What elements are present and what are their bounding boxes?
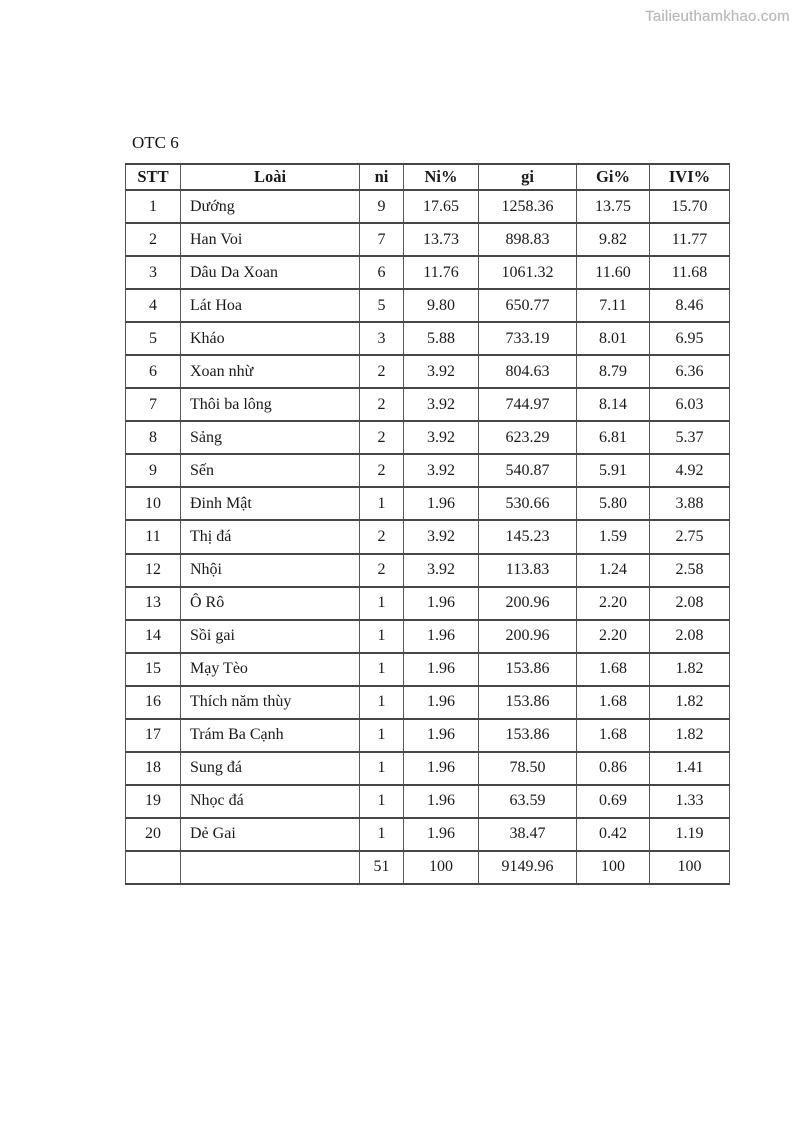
header-loai: Loài (181, 164, 360, 190)
header-row (126, 164, 730, 190)
value-cell: 2.75 (650, 520, 730, 553)
value-cell: 1.59 (577, 520, 650, 553)
value-cell: 113.83 (479, 554, 577, 587)
value-cell: 2.20 (577, 620, 650, 653)
species-name-cell: Sảng (181, 421, 360, 454)
value-cell: 17.65 (404, 190, 479, 223)
table-row (126, 256, 730, 289)
value-cell: 14 (126, 620, 181, 653)
species-name-cell: Nhọc đá (181, 785, 360, 818)
value-cell: 1 (360, 686, 404, 719)
species-name-cell: Thị đá (181, 520, 360, 553)
value-cell (126, 851, 181, 884)
value-cell: 6.03 (650, 388, 730, 421)
value-cell: 1.68 (577, 653, 650, 686)
value-cell: 100 (404, 851, 479, 884)
species-name-cell (181, 851, 360, 884)
value-cell: 6.81 (577, 421, 650, 454)
value-cell: 623.29 (479, 421, 577, 454)
value-cell: 1 (360, 818, 404, 851)
value-cell: 9149.96 (479, 851, 577, 884)
value-cell: 1.24 (577, 554, 650, 587)
value-cell: 200.96 (479, 587, 577, 620)
table-row (126, 322, 730, 355)
table-row (126, 355, 730, 388)
value-cell: 9 (360, 190, 404, 223)
value-cell: 11.60 (577, 256, 650, 289)
value-cell: 10 (126, 487, 181, 520)
value-cell: 100 (577, 851, 650, 884)
value-cell: 2 (360, 421, 404, 454)
species-table (125, 163, 730, 885)
species-name-cell: Lát Hoa (181, 289, 360, 322)
value-cell: 1.68 (577, 686, 650, 719)
value-cell: 2 (360, 520, 404, 553)
value-cell: 9.80 (404, 289, 479, 322)
header-ni: ni (360, 164, 404, 190)
value-cell: 1.33 (650, 785, 730, 818)
species-name-cell: Nhội (181, 554, 360, 587)
value-cell: 2.08 (650, 587, 730, 620)
value-cell: 8 (126, 421, 181, 454)
species-name-cell: Trám Ba Cạnh (181, 719, 360, 752)
value-cell: 12 (126, 554, 181, 587)
value-cell: 3.88 (650, 487, 730, 520)
species-name-cell: Sung đá (181, 752, 360, 785)
species-name-cell: Sến (181, 454, 360, 487)
value-cell: 2 (360, 388, 404, 421)
table-row (126, 752, 730, 785)
value-cell: 8.79 (577, 355, 650, 388)
value-cell: 530.66 (479, 487, 577, 520)
value-cell: 8.01 (577, 322, 650, 355)
header-gi-pct: Gi% (577, 164, 650, 190)
species-name-cell: Đinh Mật (181, 487, 360, 520)
header-ivi-pct: IVI% (650, 164, 730, 190)
value-cell: 6 (360, 256, 404, 289)
value-cell: 1.19 (650, 818, 730, 851)
value-cell: 0.86 (577, 752, 650, 785)
watermark-text: Tailieuthamkhao.com (645, 8, 790, 25)
table-row (126, 520, 730, 553)
value-cell: 38.47 (479, 818, 577, 851)
value-cell: 5.80 (577, 487, 650, 520)
value-cell: 6.95 (650, 322, 730, 355)
value-cell: 1 (360, 653, 404, 686)
value-cell: 1258.36 (479, 190, 577, 223)
table-row (126, 818, 730, 851)
value-cell: 8.46 (650, 289, 730, 322)
table-row (126, 421, 730, 454)
value-cell: 804.63 (479, 355, 577, 388)
table-row (126, 487, 730, 520)
table-row (126, 289, 730, 322)
value-cell: 3.92 (404, 421, 479, 454)
table-row (126, 653, 730, 686)
value-cell: 5.88 (404, 322, 479, 355)
value-cell: 3.92 (404, 554, 479, 587)
value-cell: 20 (126, 818, 181, 851)
value-cell: 1 (360, 587, 404, 620)
value-cell: 1 (360, 752, 404, 785)
value-cell: 15.70 (650, 190, 730, 223)
table-header (126, 164, 730, 190)
value-cell: 13.75 (577, 190, 650, 223)
value-cell: 17 (126, 719, 181, 752)
value-cell: 5.91 (577, 454, 650, 487)
header-ni-pct: Ni% (404, 164, 479, 190)
value-cell: 13.73 (404, 223, 479, 256)
header-stt: STT (126, 164, 181, 190)
value-cell: 51 (360, 851, 404, 884)
species-name-cell: Dẻ Gai (181, 818, 360, 851)
value-cell: 6 (126, 355, 181, 388)
value-cell: 63.59 (479, 785, 577, 818)
value-cell: 1.68 (577, 719, 650, 752)
species-name-cell: Ô Rô (181, 587, 360, 620)
species-name-cell: Kháo (181, 322, 360, 355)
value-cell: 9.82 (577, 223, 650, 256)
value-cell: 15 (126, 653, 181, 686)
table-row (126, 454, 730, 487)
value-cell: 3 (126, 256, 181, 289)
value-cell: 3.92 (404, 520, 479, 553)
value-cell: 2 (360, 554, 404, 587)
value-cell: 1 (360, 719, 404, 752)
value-cell: 7.11 (577, 289, 650, 322)
species-name-cell: Dướng (181, 190, 360, 223)
value-cell: 4.92 (650, 454, 730, 487)
value-cell: 18 (126, 752, 181, 785)
value-cell: 8.14 (577, 388, 650, 421)
page-title: OTC 6 (132, 133, 179, 152)
value-cell: 1.96 (404, 785, 479, 818)
value-cell: 9 (126, 454, 181, 487)
value-cell: 1061.32 (479, 256, 577, 289)
value-cell: 3 (360, 322, 404, 355)
table-body (126, 190, 730, 884)
value-cell: 1.96 (404, 487, 479, 520)
value-cell: 1.96 (404, 587, 479, 620)
table-row (126, 587, 730, 620)
table-row (126, 686, 730, 719)
value-cell: 1 (360, 620, 404, 653)
value-cell: 5 (360, 289, 404, 322)
value-cell: 0.69 (577, 785, 650, 818)
species-name-cell: Thôi ba lông (181, 388, 360, 421)
value-cell: 11 (126, 520, 181, 553)
value-cell: 1.96 (404, 818, 479, 851)
value-cell: 2.08 (650, 620, 730, 653)
species-name-cell: Xoan nhừ (181, 355, 360, 388)
value-cell: 733.19 (479, 322, 577, 355)
value-cell: 7 (360, 223, 404, 256)
value-cell: 16 (126, 686, 181, 719)
table-row (126, 785, 730, 818)
value-cell: 1.41 (650, 752, 730, 785)
species-name-cell: Dâu Da Xoan (181, 256, 360, 289)
value-cell: 1 (126, 190, 181, 223)
value-cell: 19 (126, 785, 181, 818)
table-row (126, 719, 730, 752)
value-cell: 0.42 (577, 818, 650, 851)
value-cell: 5 (126, 322, 181, 355)
value-cell: 1.82 (650, 719, 730, 752)
value-cell: 13 (126, 587, 181, 620)
value-cell: 1 (360, 487, 404, 520)
value-cell: 1.96 (404, 653, 479, 686)
value-cell: 200.96 (479, 620, 577, 653)
value-cell: 3.92 (404, 388, 479, 421)
value-cell: 744.97 (479, 388, 577, 421)
value-cell: 650.77 (479, 289, 577, 322)
species-name-cell: Han Voi (181, 223, 360, 256)
value-cell: 1.96 (404, 686, 479, 719)
table-row (126, 620, 730, 653)
value-cell: 153.86 (479, 686, 577, 719)
value-cell: 1.82 (650, 653, 730, 686)
value-cell: 5.37 (650, 421, 730, 454)
value-cell: 3.92 (404, 355, 479, 388)
value-cell: 2 (360, 355, 404, 388)
value-cell: 2.58 (650, 554, 730, 587)
header-gi: gi (479, 164, 577, 190)
value-cell: 11.76 (404, 256, 479, 289)
table-row (126, 388, 730, 421)
value-cell: 78.50 (479, 752, 577, 785)
value-cell: 1 (360, 785, 404, 818)
value-cell: 11.68 (650, 256, 730, 289)
value-cell: 1.96 (404, 719, 479, 752)
value-cell: 11.77 (650, 223, 730, 256)
table-row (126, 190, 730, 223)
value-cell: 2 (360, 454, 404, 487)
value-cell: 898.83 (479, 223, 577, 256)
value-cell: 4 (126, 289, 181, 322)
value-cell: 145.23 (479, 520, 577, 553)
total-row (126, 851, 730, 884)
species-name-cell: Thích năm thùy (181, 686, 360, 719)
value-cell: 2 (126, 223, 181, 256)
value-cell: 1.96 (404, 752, 479, 785)
value-cell: 1.96 (404, 620, 479, 653)
species-name-cell: Sồi gai (181, 620, 360, 653)
value-cell: 1.82 (650, 686, 730, 719)
value-cell: 100 (650, 851, 730, 884)
table-row (126, 223, 730, 256)
value-cell: 7 (126, 388, 181, 421)
table-row (126, 554, 730, 587)
value-cell: 540.87 (479, 454, 577, 487)
value-cell: 6.36 (650, 355, 730, 388)
value-cell: 153.86 (479, 653, 577, 686)
value-cell: 3.92 (404, 454, 479, 487)
species-name-cell: Mạy Tèo (181, 653, 360, 686)
value-cell: 153.86 (479, 719, 577, 752)
value-cell: 2.20 (577, 587, 650, 620)
